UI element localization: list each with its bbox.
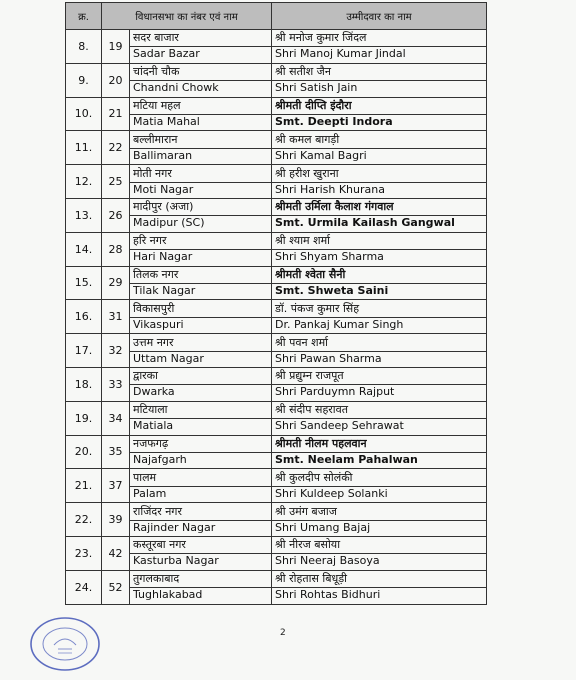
table-row — [66, 334, 487, 368]
constituency-name-english: Madipur (SC) — [133, 216, 205, 230]
candidate-name — [272, 131, 487, 165]
candidate-name-english: Shri Parduymn Rajput — [275, 385, 395, 399]
constituency-number: 52 — [102, 570, 130, 604]
table-row — [66, 536, 487, 570]
candidate-name — [272, 198, 487, 232]
constituency-number: 20 — [102, 63, 130, 97]
candidate-name-hindi: श्रीमती उर्मिला कैलाश गंगवाल — [272, 200, 486, 216]
candidate-name-hindi: श्री हरीश खुराना — [272, 167, 486, 183]
candidate-name — [272, 570, 487, 604]
candidate-name-hindi: श्री मनोज कुमार जिंदल — [272, 31, 486, 47]
candidate-name-hindi: डॉ. पंकज कुमार सिंह — [272, 302, 486, 318]
constituency-name-hindi: तुगलकाबाद — [130, 572, 271, 588]
serial-number: 20. — [66, 435, 102, 469]
constituency-name-hindi: राजिंदर नगर — [130, 505, 271, 521]
candidate-name-hindi: श्रीमती श्वेता सैनी — [272, 268, 486, 284]
party-stamp-icon — [28, 615, 102, 673]
constituency-name — [130, 131, 272, 165]
serial-number: 16. — [66, 300, 102, 334]
constituency-name — [130, 570, 272, 604]
constituency-name-english: Vikaspuri — [133, 317, 184, 331]
constituency-name-english: Tughlakabad — [133, 588, 203, 602]
serial-number: 15. — [66, 266, 102, 300]
candidate-name — [272, 266, 487, 300]
constituency-name — [130, 435, 272, 469]
candidate-name-english: Shri Sandeep Sehrawat — [275, 419, 404, 433]
constituency-name-hindi: मोती नगर — [130, 167, 271, 183]
constituency-name-hindi: उत्तम नगर — [130, 336, 271, 352]
constituency-name-hindi: पालम — [130, 471, 271, 487]
serial-number: 13. — [66, 198, 102, 232]
constituency-name-english: Ballimaran — [133, 148, 193, 162]
table-row — [66, 165, 487, 199]
constituency-name-english: Sadar Bazar — [133, 47, 200, 61]
header-constituency: विधानसभा का नंबर एवं नाम — [102, 3, 272, 30]
candidate-name-english: Dr. Pankaj Kumar Singh — [275, 317, 404, 331]
constituency-name-english: Dwarka — [133, 385, 175, 399]
table-row — [66, 401, 487, 435]
table-row — [66, 97, 487, 131]
constituency-name-hindi: तिलक नगर — [130, 268, 271, 284]
candidate-name — [272, 367, 487, 401]
table-header — [66, 3, 487, 30]
candidate-name-english: Shri Kamal Bagri — [275, 148, 367, 162]
candidate-table — [65, 2, 487, 605]
constituency-name-hindi: चांदनी चौक — [130, 65, 271, 81]
candidate-name-hindi: श्री पवन शर्मा — [272, 336, 486, 352]
candidate-name-english: Smt. Deepti Indora — [275, 114, 393, 128]
constituency-name — [130, 198, 272, 232]
table-row — [66, 503, 487, 537]
candidate-name-hindi: श्री रोहतास बिधूड़ी — [272, 572, 486, 588]
constituency-number: 26 — [102, 198, 130, 232]
constituency-name-hindi: हरि नगर — [130, 234, 271, 250]
candidate-name — [272, 469, 487, 503]
serial-number: 18. — [66, 367, 102, 401]
page-number: 2 — [280, 628, 286, 638]
constituency-name-hindi: नजफगढ़ — [130, 437, 271, 453]
candidate-name-hindi: श्री श्याम शर्मा — [272, 234, 486, 250]
header-serial: क्र. — [66, 3, 102, 30]
candidate-name-hindi: श्री प्रद्युम्न राजपूत — [272, 369, 486, 385]
constituency-number: 31 — [102, 300, 130, 334]
constituency-name-hindi: विकासपुरी — [130, 302, 271, 318]
constituency-name — [130, 536, 272, 570]
constituency-name-english: Najafgarh — [133, 452, 187, 466]
candidate-name-english: Shri Neeraj Basoya — [275, 554, 380, 568]
constituency-number: 32 — [102, 334, 130, 368]
constituency-name-english: Chandni Chowk — [133, 81, 219, 95]
candidate-name-english: Shri Rohtas Bidhuri — [275, 588, 381, 602]
table-row — [66, 435, 487, 469]
constituency-number: 29 — [102, 266, 130, 300]
candidate-name — [272, 97, 487, 131]
candidate-name — [272, 30, 487, 64]
constituency-name-english: Matiala — [133, 419, 174, 433]
serial-number: 12. — [66, 165, 102, 199]
constituency-number: 19 — [102, 30, 130, 64]
constituency-number: 42 — [102, 536, 130, 570]
constituency-name-english: Matia Mahal — [133, 114, 200, 128]
candidate-name — [272, 334, 487, 368]
candidate-name-english: Shri Pawan Sharma — [275, 351, 382, 365]
constituency-name-hindi: मादीपुर (अजा) — [130, 200, 271, 216]
constituency-number: 21 — [102, 97, 130, 131]
serial-number: 10. — [66, 97, 102, 131]
constituency-number: 37 — [102, 469, 130, 503]
constituency-name — [130, 165, 272, 199]
table-row — [66, 570, 487, 604]
constituency-name — [130, 30, 272, 64]
constituency-name — [130, 469, 272, 503]
candidate-name — [272, 63, 487, 97]
constituency-number: 35 — [102, 435, 130, 469]
candidate-name-hindi: श्री कमल बागड़ी — [272, 133, 486, 149]
serial-number: 23. — [66, 536, 102, 570]
candidate-name — [272, 536, 487, 570]
serial-number: 14. — [66, 232, 102, 266]
constituency-name — [130, 266, 272, 300]
table-body — [66, 30, 487, 605]
constituency-name — [130, 97, 272, 131]
candidate-name-hindi: श्री सतीश जैन — [272, 65, 486, 81]
candidate-name — [272, 503, 487, 537]
constituency-number: 33 — [102, 367, 130, 401]
constituency-number: 28 — [102, 232, 130, 266]
candidate-name-hindi: श्री उमंग बजाज — [272, 505, 486, 521]
constituency-name-hindi: बल्लीमारान — [130, 133, 271, 149]
constituency-name-english: Tilak Nagar — [133, 283, 196, 297]
table-row — [66, 198, 487, 232]
constituency-name — [130, 367, 272, 401]
candidate-name — [272, 300, 487, 334]
header-candidate: उम्मीदवार का नाम — [272, 3, 487, 30]
constituency-name-hindi: मटियाला — [130, 403, 271, 419]
candidate-name-english: Shri Kuldeep Solanki — [275, 486, 388, 500]
constituency-name-hindi: मटिया महल — [130, 99, 271, 115]
candidate-name-english: Smt. Neelam Pahalwan — [275, 452, 418, 466]
serial-number: 9. — [66, 63, 102, 97]
table-row — [66, 469, 487, 503]
constituency-name — [130, 503, 272, 537]
candidate-name-hindi: श्री नीरज बसोया — [272, 538, 486, 554]
candidate-name-hindi: श्री संदीप सहरावत — [272, 403, 486, 419]
candidate-name — [272, 165, 487, 199]
constituency-name-hindi: सदर बाजार — [130, 31, 271, 47]
candidate-name — [272, 401, 487, 435]
constituency-name-english: Rajinder Nagar — [133, 520, 216, 534]
serial-number: 11. — [66, 131, 102, 165]
constituency-name — [130, 232, 272, 266]
candidate-name — [272, 435, 487, 469]
constituency-name-english: Palam — [133, 486, 167, 500]
candidate-name-english: Smt. Urmila Kailash Gangwal — [275, 216, 455, 230]
constituency-name — [130, 334, 272, 368]
constituency-name-english: Moti Nagar — [133, 182, 194, 196]
candidate-name-hindi: श्रीमती दीप्ति इंदौरा — [272, 99, 486, 115]
constituency-name-english: Kasturba Nagar — [133, 554, 219, 568]
table-row — [66, 30, 487, 64]
constituency-name — [130, 401, 272, 435]
serial-number: 8. — [66, 30, 102, 64]
serial-number: 19. — [66, 401, 102, 435]
constituency-name-english: Uttam Nagar — [133, 351, 204, 365]
table-row — [66, 367, 487, 401]
serial-number: 22. — [66, 503, 102, 537]
candidate-name-english: Shri Shyam Sharma — [275, 250, 384, 264]
candidate-name-hindi: श्री कुलदीप सोलंकी — [272, 471, 486, 487]
table-row — [66, 63, 487, 97]
serial-number: 24. — [66, 570, 102, 604]
candidate-name-english: Shri Harish Khurana — [275, 182, 385, 196]
candidate-name-english: Shri Manoj Kumar Jindal — [275, 47, 406, 61]
candidate-name-hindi: श्रीमती नीलम पहलवान — [272, 437, 486, 453]
candidate-name-english: Smt. Shweta Saini — [275, 283, 389, 297]
table-row — [66, 266, 487, 300]
constituency-name-hindi: कस्तूरबा नगर — [130, 538, 271, 554]
table-row — [66, 232, 487, 266]
constituency-number: 39 — [102, 503, 130, 537]
candidate-name — [272, 232, 487, 266]
serial-number: 21. — [66, 469, 102, 503]
table-row — [66, 300, 487, 334]
constituency-name — [130, 63, 272, 97]
table-row — [66, 131, 487, 165]
constituency-name — [130, 300, 272, 334]
constituency-number: 34 — [102, 401, 130, 435]
constituency-name-hindi: द्वारका — [130, 369, 271, 385]
candidate-name-english: Shri Umang Bajaj — [275, 520, 371, 534]
constituency-number: 25 — [102, 165, 130, 199]
constituency-name-english: Hari Nagar — [133, 250, 193, 264]
candidate-name-english: Shri Satish Jain — [275, 81, 358, 95]
serial-number: 17. — [66, 334, 102, 368]
constituency-number: 22 — [102, 131, 130, 165]
